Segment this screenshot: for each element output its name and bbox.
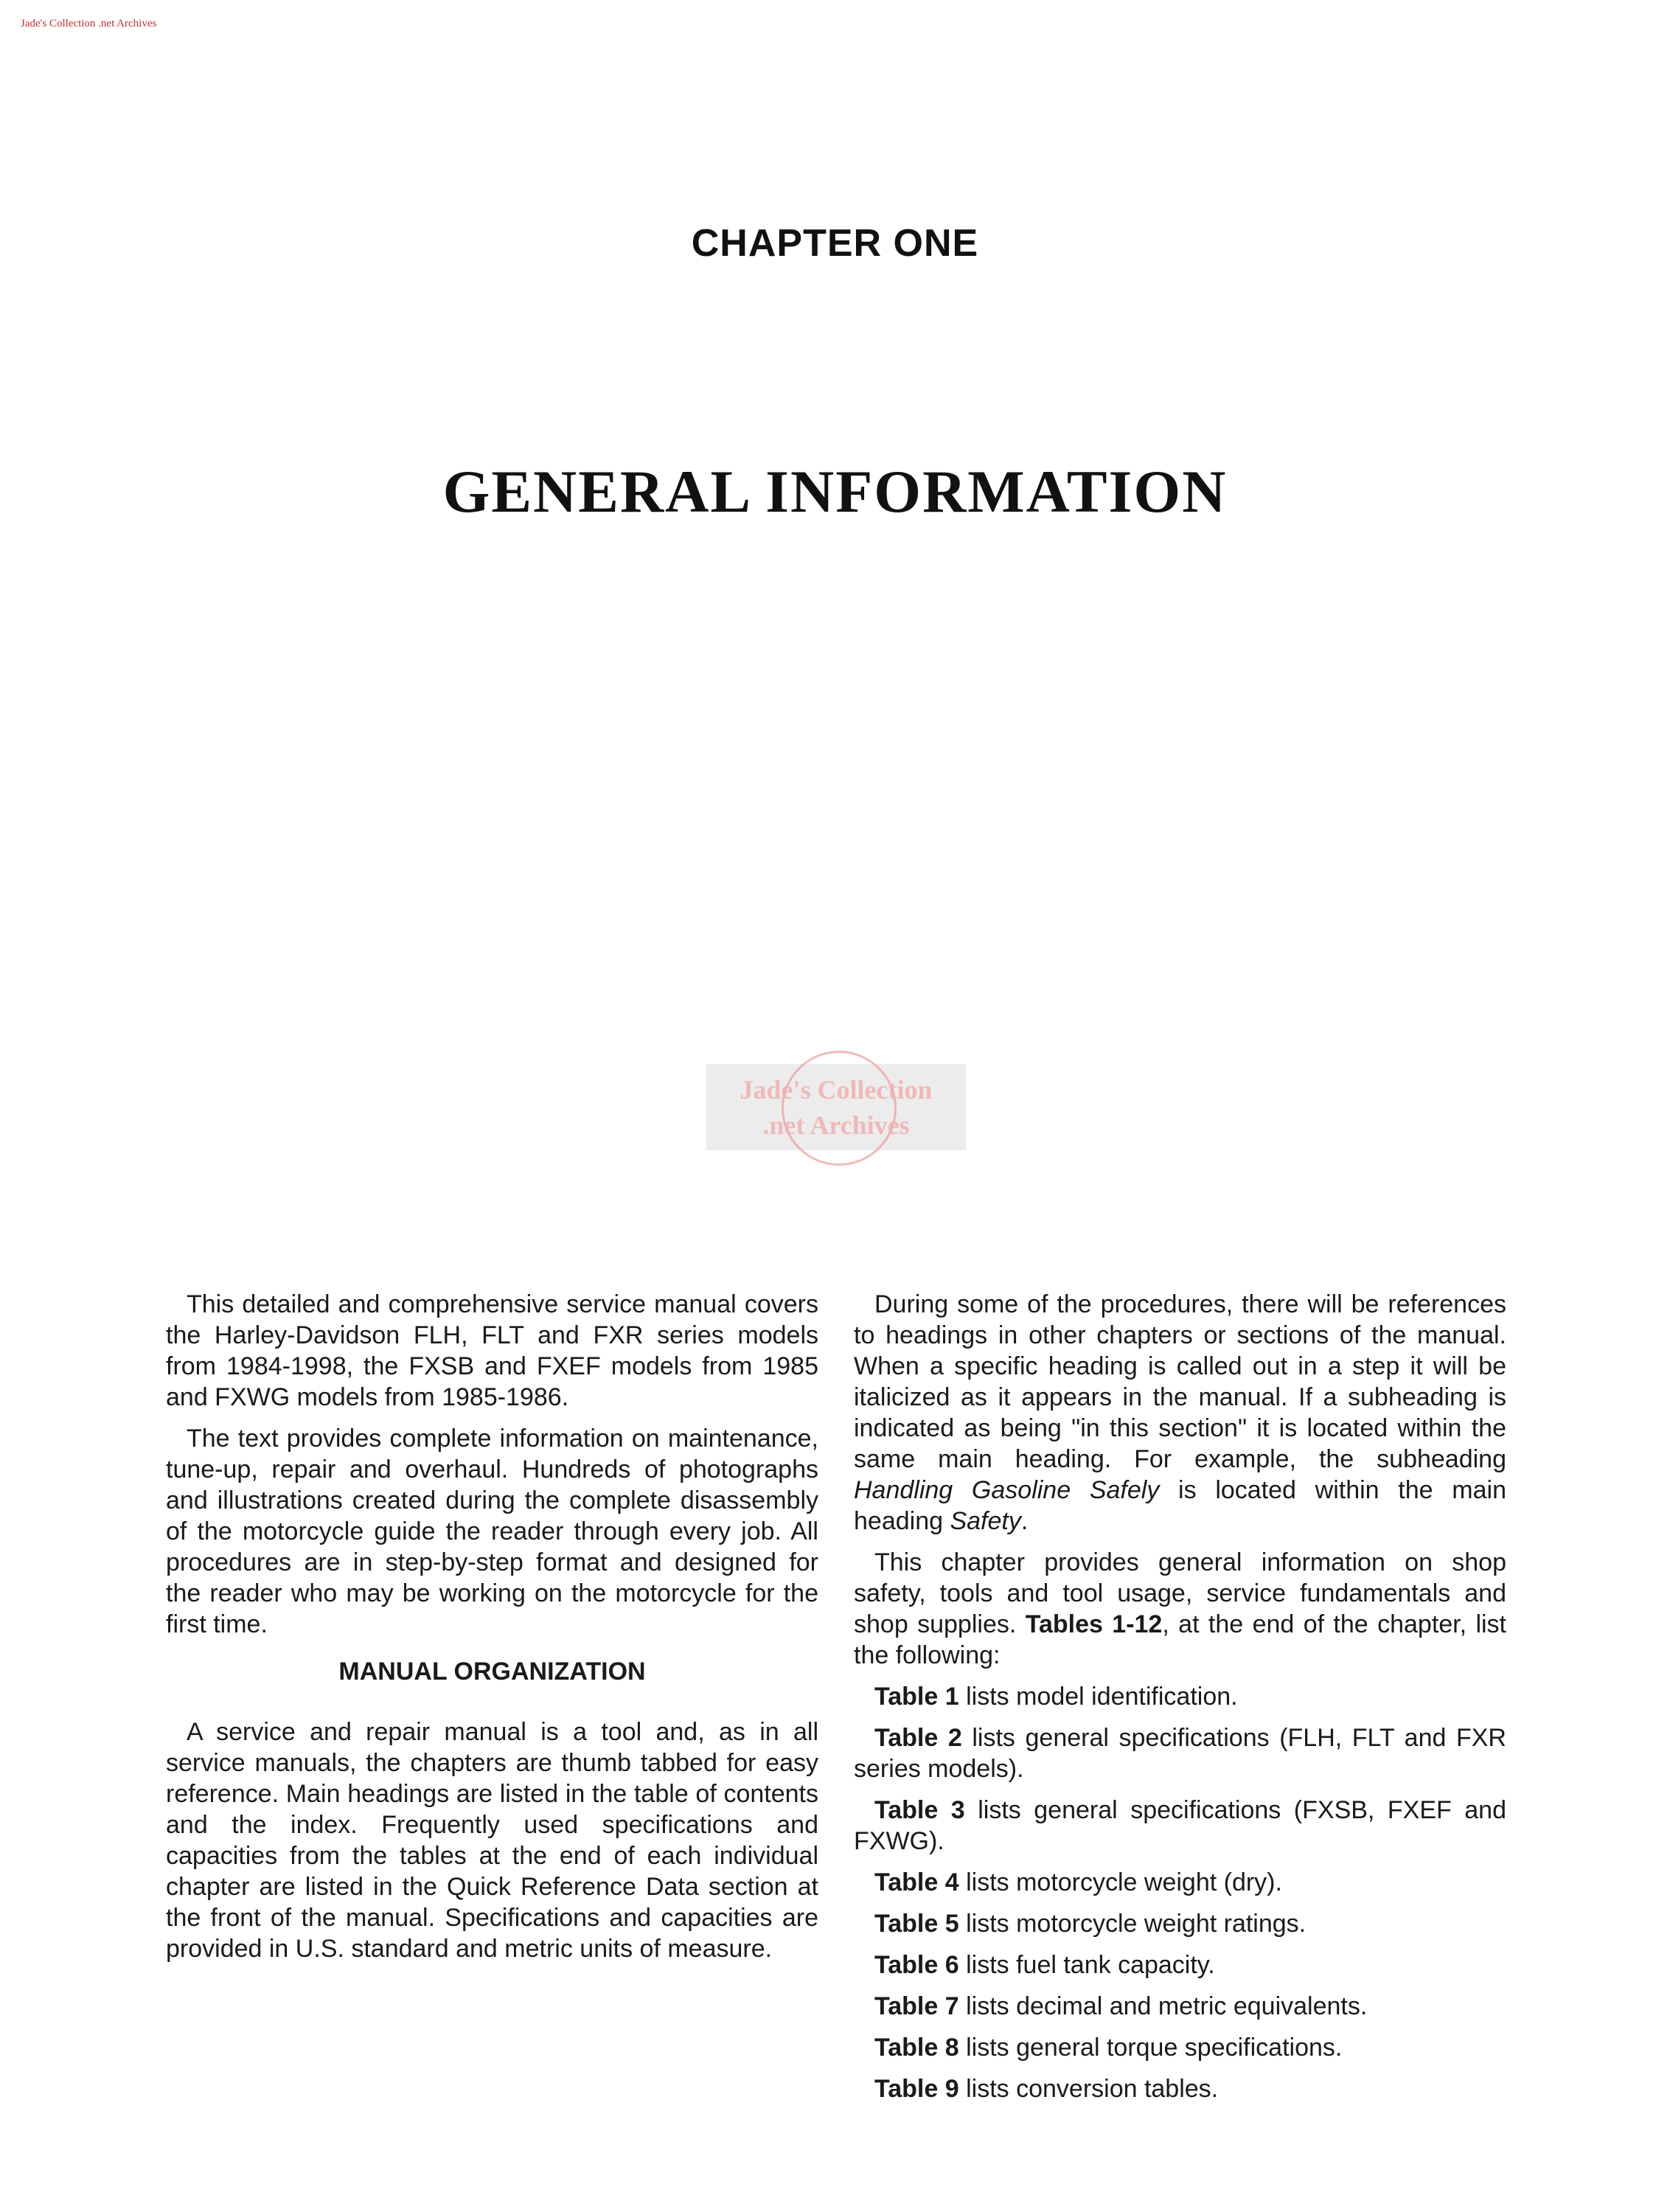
header-note: Jade's Collection .net Archives [21, 18, 157, 29]
headings-text-1: During some of the procedures, there will be references to headings in other chapters or sections of the manual. When a specific heading is called out in a step it will be italicized as it appears in the manual. If a subheading is indicated as being "in this section" it is located within the same main heading. For example, the subheading [854, 1290, 1506, 1473]
list-item [854, 2073, 1506, 2104]
watermark-line1: Jade's Collection [740, 1074, 933, 1105]
list-item [854, 2032, 1506, 2063]
list-item [854, 1795, 1506, 1857]
watermark-line2: .net Archives [762, 1110, 910, 1140]
overview-text-1: This chapter provides general information on shop safety, tools and tool usage, service fundamentals and shop supplies. [854, 1548, 1506, 1638]
table-description: lists general torque specifications. [958, 2034, 1343, 2062]
table-description: lists conversion tables. [958, 2075, 1219, 2103]
table-label: Table 2 [874, 1724, 962, 1752]
table-description: lists fuel tank capacity. [958, 1951, 1215, 1979]
list-item [854, 1908, 1506, 1939]
table-description: lists motorcycle weight ratings. [958, 1910, 1307, 1938]
table-label: Table 6 [874, 1951, 959, 1979]
chapter-title: GENERAL INFORMATION [442, 458, 1228, 525]
chapter-overview-paragraph [854, 1547, 1506, 1671]
list-item [854, 1991, 1506, 2022]
table-label: Table 3 [874, 1796, 965, 1824]
table-label: Table 8 [874, 2034, 959, 2062]
table-description: lists decimal and metric equivalents. [958, 1992, 1368, 2020]
table-label: Table 1 [874, 1683, 959, 1711]
table-description: lists motorcycle weight (dry). [958, 1868, 1282, 1896]
text-overview-paragraph: The text provides complete information on maintenance, tune-up, repair and overhaul. Hundreds of photographs and illustrations created during the complete disassembly of the motorcycle guide the reader through every job. All procedures are in step-by-step format and designed for the reader who may be working on the motorcycle for the first time. [166, 1425, 818, 1638]
list-item [854, 1722, 1506, 1784]
table-label: Table 4 [874, 1868, 959, 1896]
table-label: Table 7 [874, 1992, 959, 2020]
table-label: Table 5 [874, 1910, 959, 1938]
table-description: lists general specifications (FXSB, FXEF and FXWG). [854, 1796, 1506, 1855]
table-label: Table 9 [874, 2075, 959, 2103]
table-description: lists general specifications (FLH, FLT and FXR series models). [854, 1724, 1506, 1783]
list-item [854, 1950, 1506, 1980]
table-description: lists model identification. [958, 1683, 1238, 1711]
italic-subheading-ref: Handling Gasoline Safely [854, 1476, 1160, 1504]
headings-text-3: . [1020, 1507, 1029, 1535]
tables-range-ref: Tables 1-12 [1025, 1610, 1163, 1638]
right-column [854, 1289, 1506, 2104]
overview-text-2: , at the end of the chapter, list the following: [854, 1610, 1507, 1669]
headings-text-2: is located within the main heading [854, 1476, 1506, 1535]
list-item [854, 1867, 1506, 1898]
headings-paragraph [854, 1289, 1506, 1537]
intro-paragraph: This detailed and comprehensive service manual covers the Harley-Davidson FLH, FLT and FXR series models from 1984-1998, the FXSB and FXEF models from 1985 and FXWG models from 1985-1986. [166, 1290, 818, 1411]
left-column [166, 1289, 818, 1964]
table-list [854, 1681, 1506, 2104]
chapter-label: CHAPTER ONE [691, 222, 979, 265]
section-heading-manual-organization: MANUAL ORGANIZATION [338, 1658, 646, 1686]
manual-organization-paragraph: A service and repair manual is a tool and, as in all service manuals, the chapters are thumb tabbed for easy reference. Main headings are listed in the table of contents and the index. Frequently used specifications and capacities from the tables at the end of each individual chapter are listed in the Quick Reference Data section at the front of the manual. Specifications and capacities are provided in U.S. standard and metric units of measure. [166, 1718, 818, 1963]
italic-heading-ref: Safety [950, 1507, 1021, 1535]
watermark [706, 1064, 966, 1150]
list-item [854, 1681, 1506, 1712]
